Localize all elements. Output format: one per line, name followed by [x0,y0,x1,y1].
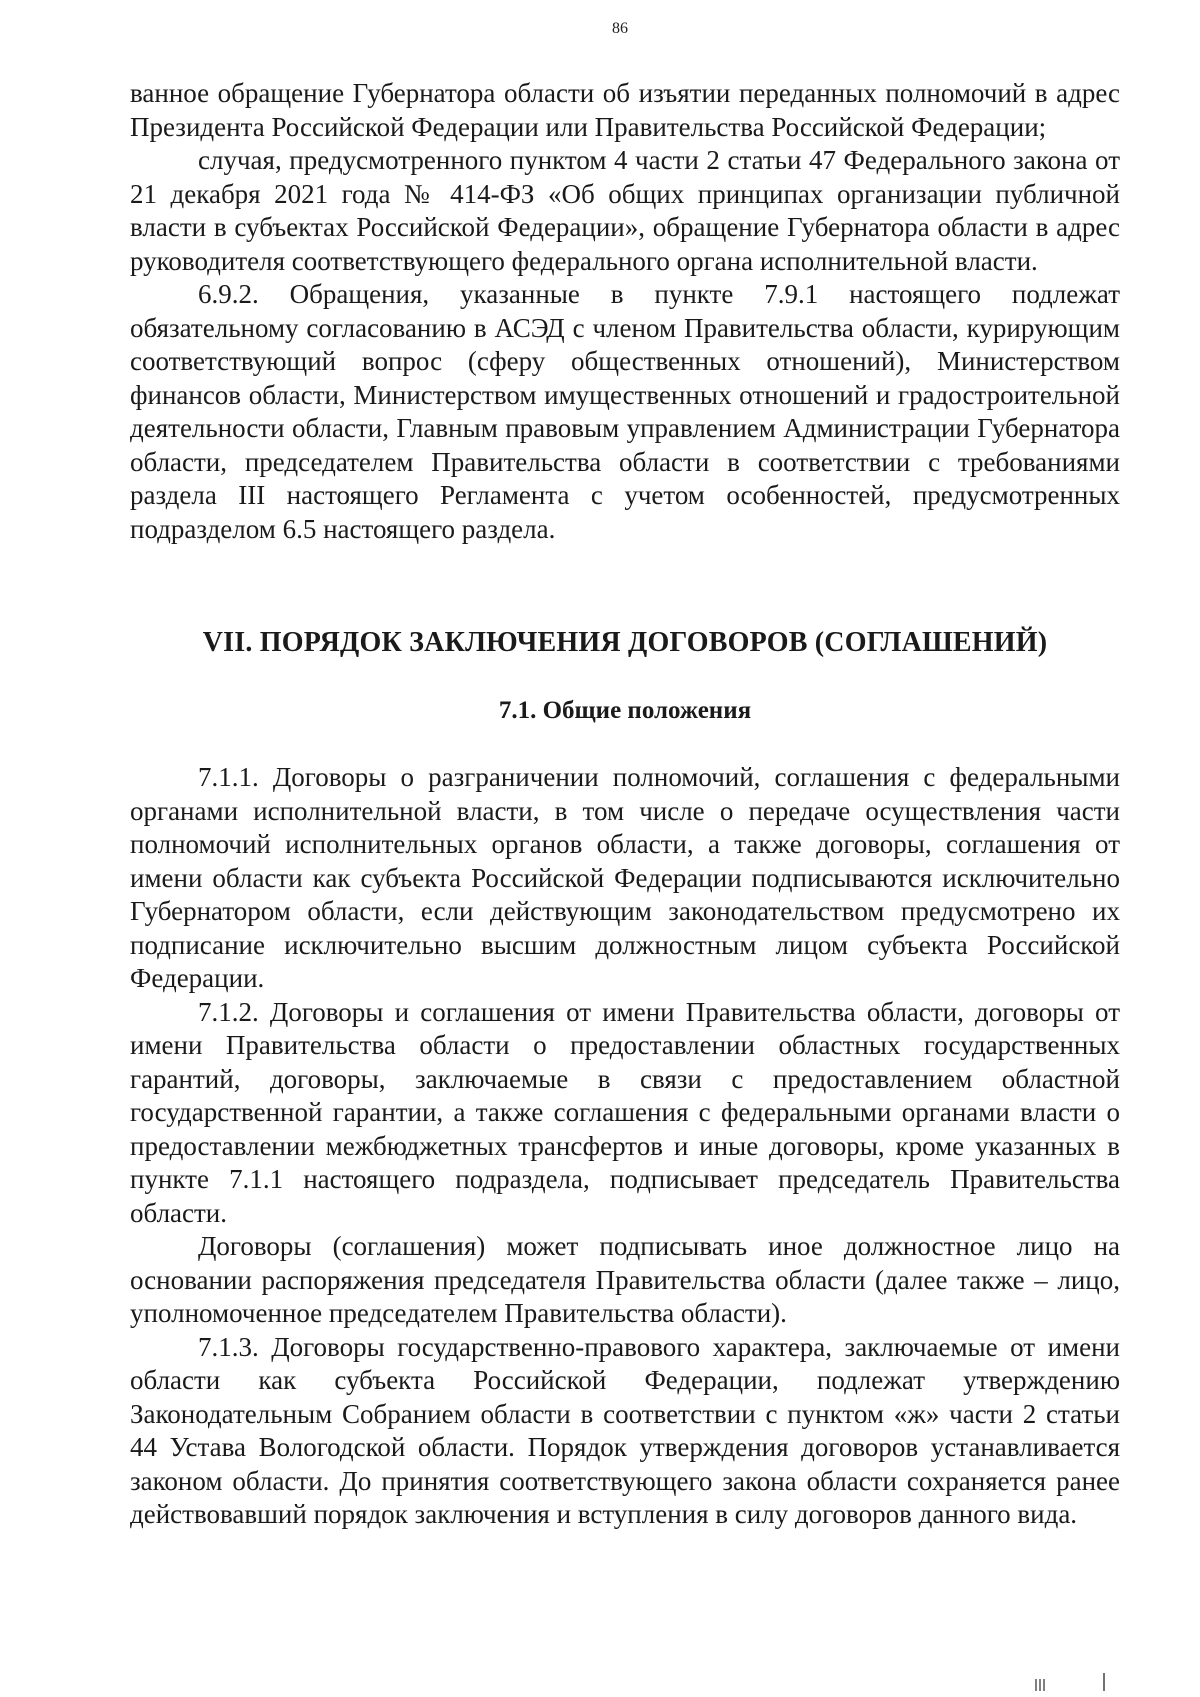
page-number: 86 [612,20,628,37]
paragraph-continuation: ванное обращение Губернатора области об изъятии переданных полномочий в адрес Президента Российской Федерации или Правительства Российской Федерации; [130,78,1120,142]
bottom-text-block [130,761,1120,1532]
paragraph-7-1-2: 7.1.2. Договоры и соглашения от имени Правительства области, договоры от имени Правительства области о предоставлении областных государственных гарантий, договоры, заключаемые в связи с предоставлением областной государственной гарантии, а также соглашения с федеральными органами власти о предоставлении межбюджетных трансфертов и иные договоры, кроме указанных в пункте 7.1.1 настоящего подраздела, подписывает председатель Правительства области. [130,996,1120,1228]
top-text-block [130,77,1120,546]
subsection-title: 7.1. Общие положения [498,697,752,724]
paragraph: случая, предусмотренного пунктом 4 части 2 статьи 47 Федерального закона от 21 декабря 2021 года № 414-ФЗ «Об общих принципах организации публичной власти в субъектах Российской Федерации», обращение Губернатора области в адрес руководителя соответствующего федерального органа исполнительной власти. [130,145,1120,276]
paragraph-7-1-3: 7.1.3. Договоры государственно-правового характера, заключаемые от имени области как субъекта Российской Федерации, подлежат утверждению Законодательным Собранием области в соответствии с пунктом «ж» части 2 статьи 44 Устава Вологодской области. Порядок утверждения договоров устанавливается законом области. До принятия соответствующего закона области сохраняется ранее действовавший порядок заключения и вступления в силу договоров данного вида. [130,1331,1120,1529]
section-title: VII. ПОРЯДОК ЗАКЛЮЧЕНИЯ ДОГОВОРОВ (СОГЛАШЕНИЙ) [202,627,1048,658]
scan-artifact-marks [1030,1671,1110,1691]
paragraph: Договоры (соглашения) может подписывать иное должностное лицо на основании распоряжения председателя Правительства области (далее также – лицо, уполномоченное председателем Правительства области). [130,1231,1120,1328]
paragraph-7-1-1: 7.1.1. Договоры о разграничении полномочий, соглашения с федеральными органами исполнительной власти, в том числе о передаче осуществления части полномочий исполнительных органов области, а также договоры, соглашения от имени области как субъекта Российской Федерации подписываются исключительно Губернатором области, если действующим законодательством предусмотрено их подписание исключительно высшим должностным лицом субъекта Российской Федерации. [130,762,1120,993]
paragraph-6-9-2: 6.9.2. Обращения, указанные в пункте 7.9.1 настоящего подлежат обязательному согласованию в АСЭД с членом Правительства области, курирующим соответствующий вопрос (сферу общественных отношений), Министерством финансов области, Министерством имущественных отношений и градостроительной деятельности области, Главным правовым управлением Администрации Губернатора области, председателем Правительства области в соответствии с требованиями раздела III настоящего Регламента с учетом особенностей, предусмотренных подразделом 6.5 настоящего раздела. [130,279,1120,544]
